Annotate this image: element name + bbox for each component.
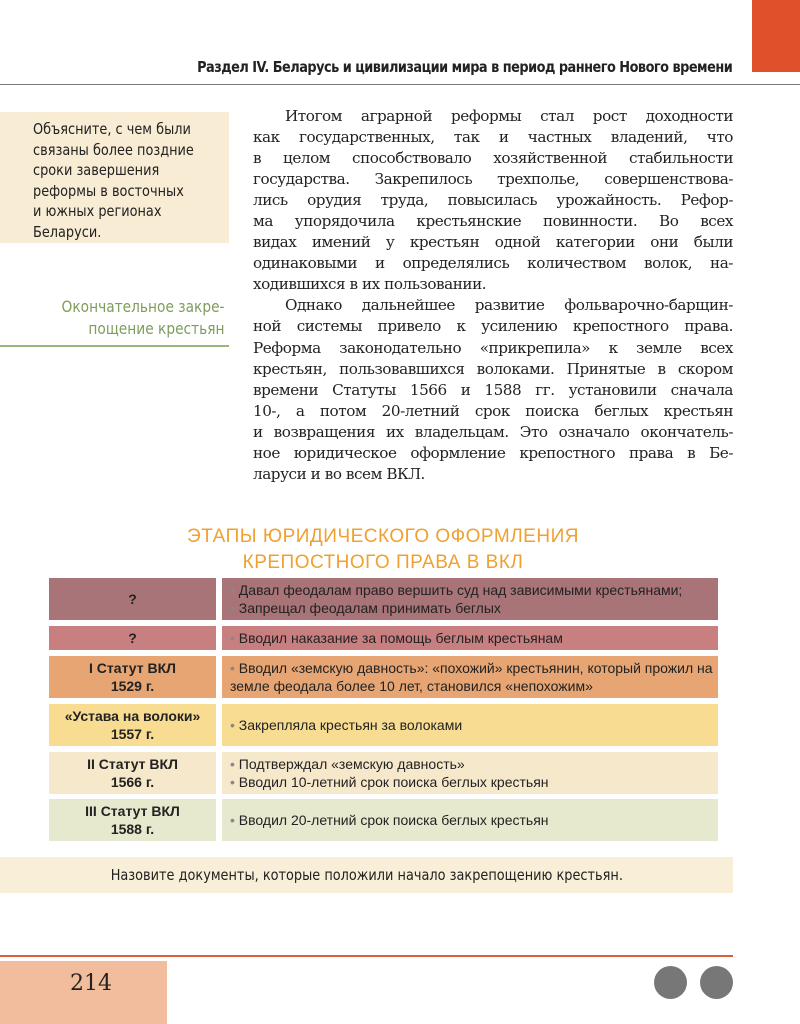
circle-marker-icon: [654, 966, 687, 999]
provision-item: • Вводил 20-летний срок поиска беглых крестьян: [230, 811, 549, 829]
paragraph-line: ма упорядочила крестьянские повинности. Во всех: [253, 212, 733, 231]
paragraph-line: видах имений у крестьян одной категории они были: [253, 233, 733, 252]
section-header: Раздел IV. Беларусь и цивилизации мира в период раннего Нового времени: [196, 58, 732, 76]
table-row: [49, 656, 718, 698]
provisions-list: [230, 811, 549, 829]
provisions-cell: [222, 626, 718, 650]
provision-item: • Подтверждал «земскую давность»: [230, 755, 549, 773]
provisions-list: [230, 629, 563, 647]
section-color-tab: [752, 0, 800, 72]
side-question-line: связаны более поздние: [33, 140, 194, 159]
side-question-line: реформы в восточных: [33, 181, 184, 200]
page-number: 214: [0, 961, 167, 1024]
document-name: [87, 755, 178, 791]
paragraph-line: Итогом аграрной реформы стал рост доходности: [285, 107, 733, 125]
provision-item: • Запрещал феодалам принимать беглых: [230, 599, 682, 617]
document-cell: [49, 578, 216, 620]
side-question-line: Объясните, с чем были: [33, 120, 191, 138]
document-cell: [49, 656, 216, 698]
table-title-line: ЭТАПЫ ЮРИДИЧЕСКОГО ОФОРМЛЕНИЯ: [187, 526, 579, 547]
side-heading-line: Окончательное закре-: [62, 297, 225, 316]
paragraph-line: одинаковыми и определялись количеством волок, на-: [253, 254, 733, 273]
document-name: [85, 802, 180, 838]
side-heading-line: пощение крестьян: [88, 319, 225, 338]
document-name-line: 1588 г.: [110, 821, 155, 837]
table-row: [49, 704, 718, 746]
provisions-list: [230, 581, 682, 617]
table-row: [49, 626, 718, 650]
circle-marker-icon: [700, 966, 733, 999]
paragraph-line: времени Статуты 1566 и 1588 гг. установили сначала: [253, 380, 733, 399]
document-name: [128, 629, 137, 647]
document-name-line: 1557 г.: [110, 726, 155, 742]
side-heading-underline: [0, 345, 229, 347]
document-cell: [49, 704, 216, 746]
table-row: [49, 799, 718, 841]
table-row: [49, 752, 718, 794]
paragraph-line: крестьян, пользовавшихся волоками. Принятые в скором: [253, 359, 733, 378]
paragraph-line: Реформа законодательно «прикрепила» к земле всех: [253, 338, 733, 357]
paragraph-line: 10-, а потом 20-летний срок поиска беглых крестьян: [253, 401, 733, 420]
document-cell: [49, 626, 216, 650]
document-name: [128, 590, 137, 608]
document-name: [65, 707, 201, 743]
document-name-line: II Статут ВКЛ: [87, 756, 178, 772]
provisions-cell: [222, 799, 718, 841]
document-name-line: 1566 г.: [110, 774, 155, 790]
provisions-cell: [222, 656, 718, 698]
provision-item: • Закрепляла крестьян за волоками: [230, 716, 462, 734]
document-name-line: 1529 г.: [110, 678, 155, 694]
footer-divider: [0, 955, 733, 957]
document-name-line: ?: [128, 591, 137, 607]
table-title-line: КРЕПОСТНОГО ПРАВА В ВКЛ: [242, 552, 524, 573]
provisions-list: [230, 755, 549, 791]
paragraph-line: ное юридическое оформление крепостного права в Бе-: [253, 443, 733, 462]
side-question-line: Беларуси.: [33, 222, 102, 241]
provisions-list: [230, 716, 462, 734]
paragraph-line: ходившихся в их пользовании.: [253, 275, 487, 294]
document-name-line: ?: [128, 630, 137, 646]
document-name-line: III Статут ВКЛ: [85, 803, 180, 819]
paragraph-line: ларуси и во всем ВКЛ.: [253, 464, 425, 483]
provision-item: • Вводил наказание за помощь беглым крестьянам: [230, 629, 563, 647]
side-heading: [35, 296, 225, 340]
provisions-cell: [222, 752, 718, 794]
header-divider: [0, 84, 800, 85]
bottom-question-box: [0, 857, 733, 893]
provisions-cell: [222, 704, 718, 746]
provisions-list: [230, 659, 718, 695]
side-question-line: сроки завершения: [33, 161, 160, 179]
paragraph-line: государства. Закрепилось трехполье, совершенствова-: [253, 170, 733, 189]
paragraph-line: Однако дальнейшее развитие фольварочно-барщин-: [285, 296, 733, 315]
provision-item: • Давал феодалам право вершить суд над зависимыми крестьянами;: [230, 581, 682, 599]
paragraph-line: и возвращения их владельцам. Это означало окончатель-: [253, 422, 733, 441]
bottom-question: Назовите документы, которые положили начало закрепощению крестьян.: [110, 866, 623, 884]
provision-item: • Вводил «земскую давность»: «похожий» крестьянин, который прожил на земле феодала более 10 лет, становился «непохожим»: [230, 659, 718, 695]
paragraph-line: лись орудия труда, повысилась урожайность. Рефор-: [253, 191, 733, 210]
table-title: [0, 524, 766, 576]
document-cell: [49, 799, 216, 841]
document-name-line: «Устава на волоки»: [64, 708, 201, 724]
paragraph-line: как государственных, так и частных владений, что: [253, 128, 733, 147]
main-text: [253, 106, 733, 485]
table-row: [49, 578, 718, 620]
provision-item: • Вводил 10-летний срок поиска беглых крестьян: [230, 773, 549, 791]
document-cell: [49, 752, 216, 794]
paragraph-line: ной системы привело к усилению крепостного права.: [253, 317, 733, 336]
document-name: [89, 659, 176, 695]
provisions-cell: [222, 578, 718, 620]
paragraph-line: в целом способствовало хозяйственной стабильности: [253, 149, 733, 168]
document-name-line: I Статут ВКЛ: [89, 660, 176, 676]
side-question-box: [0, 112, 229, 243]
side-question-line: и южных регионах: [33, 202, 162, 220]
